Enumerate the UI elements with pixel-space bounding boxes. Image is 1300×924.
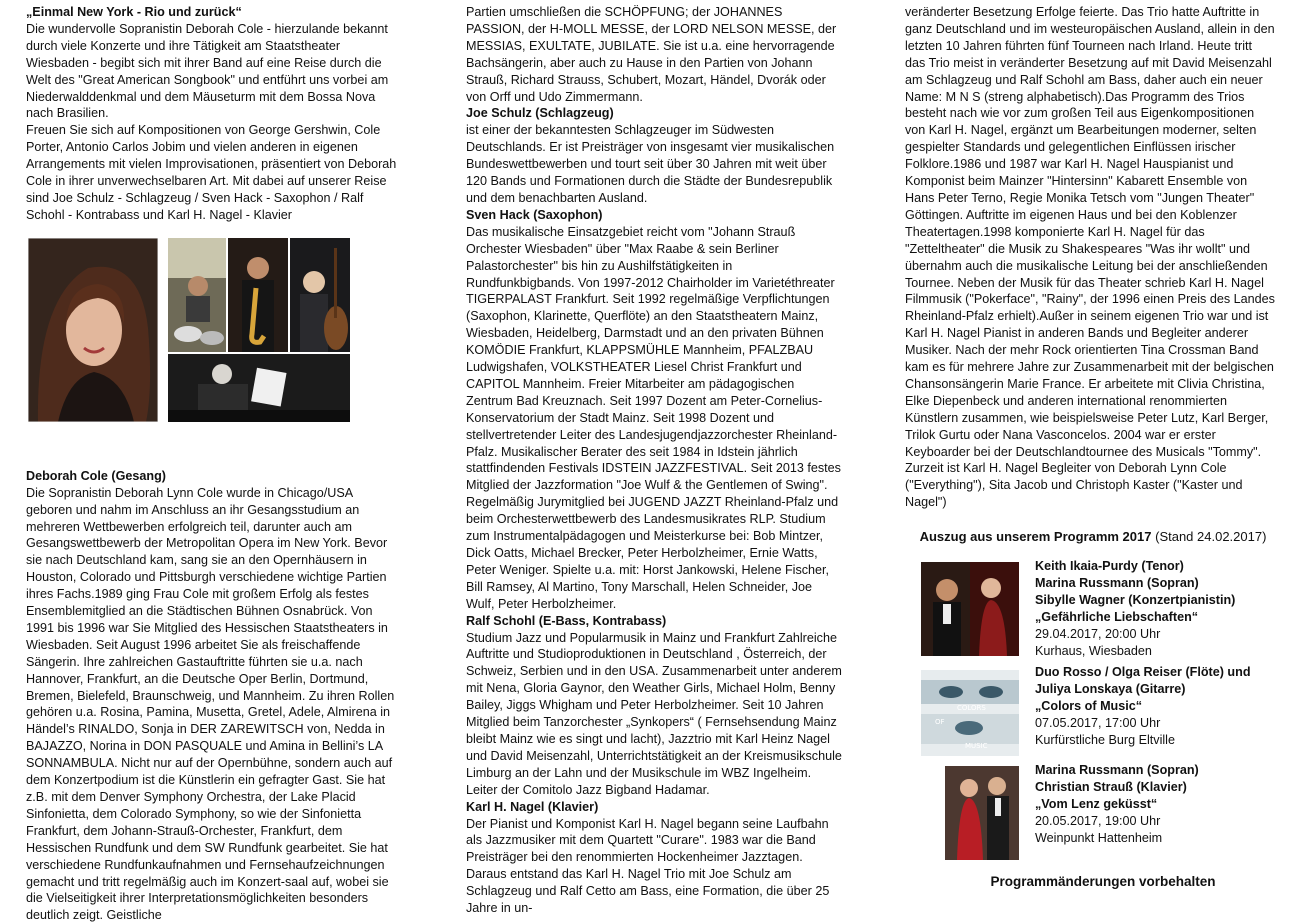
intro-paragraph-1: Die wundervolle Sopranistin Deborah Cole - hierzulande bekannt durch viele Konzerte und ihre Tätigkeit am Staatstheater Wiesbaden - begibt sich mit ihrer Band auf eine Reise durch die Welt des "Great American Songbook" und entführt uns vorbei am Niederwalddenkmal und dem Mäuseturm mit dem Bossa Nova nach Brasilien. bbox=[26, 21, 389, 121]
sven-hack-heading: Sven Hack (Saxophon) bbox=[466, 207, 603, 222]
event-date: 07.05.2017, 17:00 Uhr bbox=[1035, 715, 1161, 730]
ralf-schohl-bio: Studium Jazz und Popularmusik in Mainz und Frankfurt Zahlreiche Auftritte und Studioproduktionen in Deutschland , Österreich, der Schweiz, Serbien und in den USA. Zusammenarbeit unter anderem mit Nena, Gloria Gaynor, den Weather Girls, Michael Holm, Benny Bailey, Jiggs Whigham und Peter Herbolzheimer. Seit 10 Jahren Mitglied beim Tanzorchester „Synkopers“ ( Fernsehsendung Mainz bleibt Mainz wie es singt und lacht), Jazztrio mit Karl Heinz Nagel und David Meisenzahl, Unterrichtstätigkeit an der Kreismusikschule Limburg an der Lahn und der Musikschule im WBZ Ingelheim. Leiter der Comitolo Jazz Bigband Hadamar. bbox=[466, 630, 842, 797]
karl-nagel-bio: Der Pianist und Komponist Karl H. Nagel begann seine Laufbahn als Jazzmusiker mit dem Quartett "Curare". 1983 war die Band Preisträger bei den renommierten Hockenheimer Jazztagen. Daraus entstand das Karl H. Nagel Trio mit Joe Schulz am Schlagzeug und Ralf Cetto am Bass, eine Formation, die über 25 Jahre in un- bbox=[466, 816, 830, 916]
photo-drummer bbox=[168, 238, 226, 352]
intro-title: „Einmal New York - Rio und zurück“ bbox=[26, 5, 242, 19]
event-performer-2: Christian Strauß (Klavier) bbox=[1035, 780, 1187, 794]
deborah-cole-heading: Deborah Cole (Gesang) bbox=[26, 468, 166, 483]
event-title: „Gefährliche Liebschaften“ bbox=[1035, 609, 1199, 624]
event-place: Kurhaus, Wiesbaden bbox=[1035, 643, 1152, 658]
event-item bbox=[905, 762, 1275, 860]
program-title: Auszug aus unserem Programm 2017 bbox=[919, 529, 1152, 545]
event-text bbox=[1035, 762, 1275, 847]
photo-pianist bbox=[168, 354, 350, 422]
karl-nagel-heading: Karl H. Nagel (Klavier) bbox=[466, 799, 599, 814]
event-text bbox=[1035, 664, 1275, 749]
event-text bbox=[1035, 558, 1275, 659]
event-photo-colors-of-music bbox=[921, 670, 1019, 756]
event-date: 20.05.2017, 19:00 Uhr bbox=[1035, 813, 1161, 828]
event-item bbox=[905, 664, 1275, 756]
event-title: „Vom Lenz geküsst“ bbox=[1035, 796, 1158, 811]
nagel-bio-continued: veränderter Besetzung Erfolge feierte. Das Trio hatte Auftritte in ganz Deutschland und im westeuropäischen Ausland, allein in den letzten 10 Jahren führten fünf Tourneen nach Irland. Heute tritt das Trio meist in veränderter Besetzung auf mit David Meisenzahl am Schlagzeug und Ralf Schohl am Bass, daher auch ein neuer Name: M N S (streng alphabetisch).Das Programm des Trios besteht nach wie vor zum großen Teil aus Eigenkompositionen von Karl H. Nagel, ergänzt um Bearbeitungen moderner, selten gespielter Standards und gelegentlichen Einflüssen irischer Folklore.1986 und 1987 war Karl H. Nagel Hauspianist und Komponist beim Mainzer "Hintersinn" Kabarett Ensemble von Hans Peter Terno, Regie Monika Tetsch vom "Jungen Theater" Göttingen. Auftritte im eigenen Haus und bei den Koblenzer Theatertagen.1998 komponierte Karl H. Nagel für das "Zetteltheater" die Musik zu Shakespeares "Was ihr wollt" und übernahm auch die musikalische Leitung bei der anschließenden Tournee. Neben der Musik für das Theater schrieb Karl H. Nagel Filmmusik ("Pokerface", "Rainy", der 1996 einen Preis des Landes Rheinland-Pfalz erhielt).Außer in seinem eigenen Trio war und ist Karl H. Nagel Pianist in anderen Bands und Begleiter anderer Musiker. Nach der mehr Rock orientierten Tina Crossman Band kam es für mehrere Jahre zur Zusammenarbeit mit der belgischen Chansonsängerin Marie France. Er arbeitete mit Clivia Christina, Elke Diepenbeck und anderen international renommierten Künstlern zusammen, wie beispielsweise Peter Lutz, Karl Berger, Trilok Gurtu oder Nana Vasconcelos. 2004 war er erster Keyboarder bei der Deutschlandtournee des Musicals "Tommy". Zurzeit ist Karl H. Nagel Begleiter von Deborah Lynn Cole ("Everything"), Sita Jacob und Christoph Kaster ("Kaster und Nagel") bbox=[905, 5, 1275, 510]
event-photo-liebschaften bbox=[921, 562, 1019, 656]
event-performer-1: Keith Ikaia-Purdy (Tenor) bbox=[1035, 559, 1184, 574]
event-photo-lenz bbox=[945, 766, 1019, 860]
joe-schulz-bio: ist einer der bekanntesten Schlagzeuger im Südwesten Deutschlands. Er ist Preisträger von insgesamt vier musikalischen Bundeswettbewerben und tourt seit über 30 Jahren mit weit über 120 Bands und Formationen durch die Städte der Bundesrepublik und dem benachbarten Ausland. bbox=[466, 123, 835, 205]
column-left bbox=[26, 4, 398, 924]
event-date: 29.04.2017, 20:00 Uhr bbox=[1035, 626, 1161, 641]
program-footer: Programmänderungen vorbehalten bbox=[990, 874, 1216, 890]
program-date: (Stand 24.02.2017) bbox=[1155, 529, 1267, 545]
event-title: „Colors of Music“ bbox=[1035, 698, 1143, 713]
sven-hack-bio: Das musikalische Einsatzgebiet reicht vom "Johann Strauß Orchester Wiesbaden" über "Max Raabe & sein Berliner Palastorchester" bis hin zu Aushilfstätigkeiten in Rundfunkbigbands. Von 1997-2012 Chairholder im Varietéthreater TIGERPALAST Frankfurt. Seit 1992 regelmäßige Verpflichtungen (Saxophon, Klarinette, Querflöte) an den Staatstheatern Mainz, Wiesbaden, Heidelberg, Darmstadt und an den privaten Bühnen KOMÖDIE Frankfurt, KLAPPSMÜHLE Mannheim, PFALZBAU Ludwigshafen, VOLKSTHEATER Liesel Christ Frankfurt und CAPITOL Mannheim. Freier Mitarbeiter am pädagogischen Zentrum Bad Kreuznach. Seit 1997 Dozent am Peter-Cornelius-Konservatorium der Stadt Mainz. Seit 1998 Dozent und stellvertretender Leiter des Landesjugendjazzorchester Rheinland-Pfalz. Musikalischer Berater des seit 1984 in Idstein jährlich stattfindenden Festivals IDSTEIN JAZZFESTIVAL. Seit 2013 festes Mitglied der Jazzformation "Joe Wulf & the Gentlemen of Swing". Regelmäßig Jurymitglied bei JUGEND JAZZT Rheinland-Pfalz und beim Orchesterwettbewerb des Landesmusikrates RLP. Studium zum Instrumentalpädagogen und Meisterkurse bei: Bob Mintzer, Dick Oatts, Michael Brecker, Peter Herbolzheimer, Ernie Watts, Peter Weniger. Spielte u.a. mit: Horst Jankowski, Helene Fischer, Bill Ramsey, Al Martino, Tony Marschall, Helen Schneider, Joe Wulf, Peter Herbolzheimer. bbox=[466, 224, 841, 611]
joe-schulz-heading: Joe Schulz (Schlagzeug) bbox=[466, 106, 614, 121]
column-right bbox=[905, 4, 1275, 891]
photo-bassist bbox=[290, 238, 350, 352]
deborah-cole-bio: Die Sopranistin Deborah Lynn Cole wurde in Chicago/USA geboren und nahm im Anschluss an ihr Gesangsstudium an mehreren Wettbewerben erfolgreich teil, darunter auch am Gesangswettbewerb der Metropolitan Opera im New York. Bevor sie nach Deutschland kam, sang sie an den Opernhäusern in Houston, Colorado und Pittsburgh verschiedene wichtige Partien ihres Fachs.1989 ging Frau Cole mit großem Erfolg als festes Ensemblemitglied an die Städtischen Bühnen Osnabrück. Von 1991 bis 1996 war Sie Mitglied des Hessischen Staatstheaters in Wiesbaden. Seit August 1996 arbeitet Sie als freischaffende Sängerin. Ihre zahlreichen Gastauftritte führten sie u.a. nach Hannover, Frankfurt, an die Deutsche Oper Berlin, Dortmund, Bremen, Bielefeld, Braunschweig, und Mannheim. Zu ihren Rollen gehören u.a. Rosina, Pamina, Musetta, Gretel, Adele, Almirena in Händel’s RINALDO, Sonja in DER ZAREWITSCH von, Nedda in BAJAZZO, Norina in DON PASQUALE und Amina in Bellini’s LA SONNAMBULA. Nicht nur auf der Opernbühne, sondern auch auf dem Konzertpodium ist die Künstlerin ein gefragter Gast. Sie hat z.B. mit dem Denver Symphony Orchestra, der Lake Placid Sinfonietta, dem Colorado Symphony, so wie der Sinfonietta Frankfurt, dem Johann-Strauß-Orchester, Frankfurt, dem Hessischen Rundfunk und dem SW Rundfunk gearbeitet. Sie hat verschiedene Rundfunkaufnahmen und Fernsehaufzeichnungen gemacht und tritt regelmäßig auch im Konzert-saal auf, wobei sie die Vielseitigkeit ihrer Interpretationsmöglichkeiten besonders deutlich zeigt. Geistliche bbox=[26, 485, 395, 923]
photo-saxophonist bbox=[228, 238, 288, 352]
event-performer-3: Sibylle Wagner (Konzertpianistin) bbox=[1035, 592, 1236, 607]
column-middle bbox=[466, 4, 842, 917]
event-place: Weinpunkt Hattenheim bbox=[1035, 830, 1163, 845]
event-place: Kurfürstliche Burg Eltville bbox=[1035, 732, 1175, 747]
band-photos bbox=[26, 238, 398, 450]
photo-deborah-cole bbox=[28, 238, 158, 422]
cole-bio-continued: Partien umschließen die SCHÖPFUNG; der JOHANNES PASSION, der H-MOLL MESSE, der LORD NELSON MESSE, der MESSIAS, EXULTATE, JUBILATE. Sie ist u.a. eine hervorragende Bachsängerin, aber auch zu Hause in den Partien von Johann Strauß, Richard Strauss, Schubert, Mozart, Händel, Dvorák oder von Orff und Udo Zimmermann. bbox=[466, 5, 837, 104]
svg-text:OF: OF bbox=[935, 718, 945, 727]
program-heading bbox=[911, 529, 1275, 546]
event-item bbox=[905, 558, 1275, 658]
ralf-schohl-heading: Ralf Schohl (E-Bass, Kontrabass) bbox=[466, 613, 667, 628]
intro-paragraph-2: Freuen Sie sich auf Kompositionen von George Gershwin, Cole Porter, Antonio Carlos Jobim und vielen anderen in eigenen Arrangements mit vielen Improvisationen, präsentiert von Deborah Cole in ihrer unverwechselbaren Art. Mit dabei auf unserer Reise sind Joe Schulz - Schlagzeug / Sven Hack - Saxophon / Ralf Schohl - Kontrabass und Karl H. Nagel - Klavier bbox=[26, 123, 397, 222]
svg-text:MUSIC: MUSIC bbox=[965, 742, 988, 751]
event-performer-1: Marina Russmann (Sopran) bbox=[1035, 763, 1199, 778]
svg-text:COLORS: COLORS bbox=[957, 704, 986, 713]
event-performer-2: Marina Russmann (Sopran) bbox=[1035, 576, 1199, 590]
event-performer-2: Juliya Lonskaya (Gitarre) bbox=[1035, 682, 1186, 696]
event-performer-1: Duo Rosso / Olga Reiser (Flöte) und bbox=[1035, 665, 1251, 680]
